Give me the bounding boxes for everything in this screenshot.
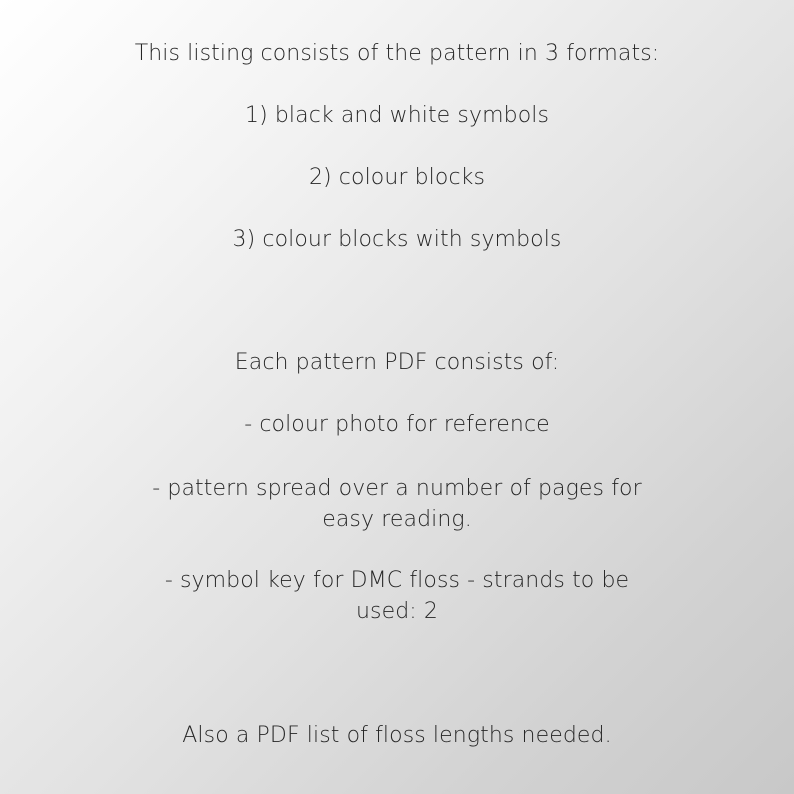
pdf-content-item: - colour photo for reference — [244, 412, 550, 437]
intro-text: This listing consists of the pattern in 3 formats: — [134, 41, 660, 66]
footer-note: Also a PDF list of floss lengths needed. — [182, 723, 612, 748]
pdf-content-item: - pattern spread over a number of pages for — [152, 476, 642, 501]
pdf-content-item: - symbol key for DMC floss - strands to be — [164, 568, 630, 593]
pdf-content-item-continued: used: 2 — [355, 599, 438, 624]
format-item: 3) colour blocks with symbols — [232, 227, 562, 252]
pdf-contents-heading: Each pattern PDF consists of: — [234, 350, 560, 375]
format-item: 2) colour blocks — [308, 165, 486, 190]
format-item: 1) black and white symbols — [244, 103, 550, 128]
pdf-content-item-continued: easy reading. — [322, 507, 472, 532]
